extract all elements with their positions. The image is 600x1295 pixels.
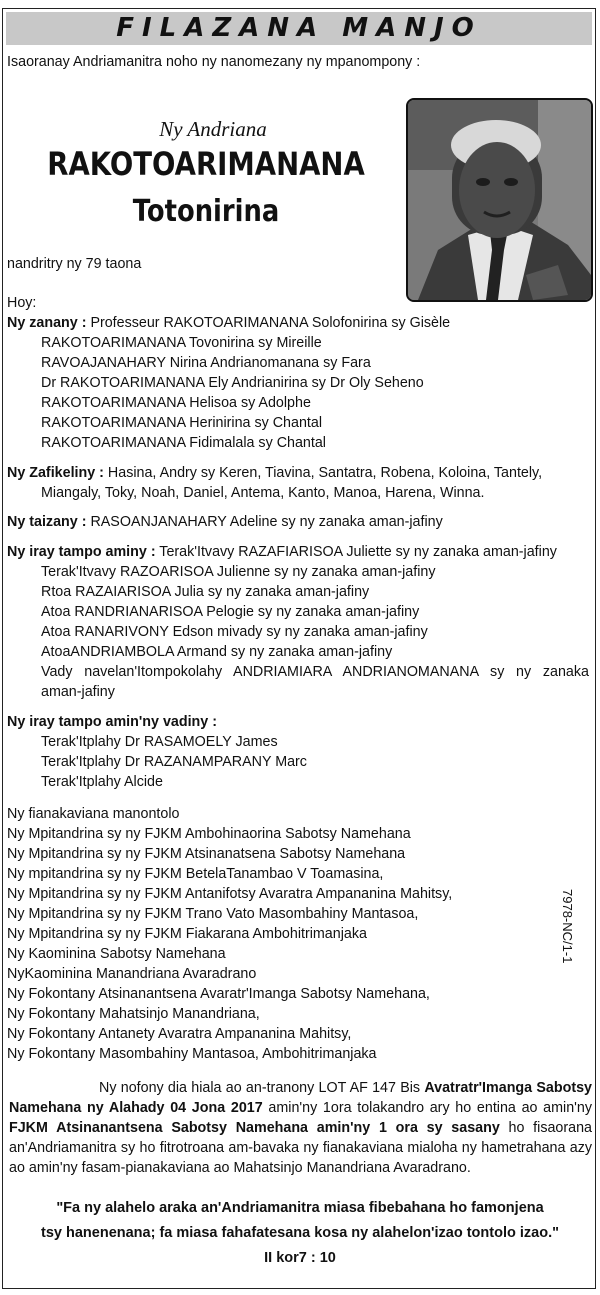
list-item: Ny Fokontany Masombahiny Mantasoa, Ambohitrimanjaka bbox=[7, 1046, 377, 1062]
list-item: Terak'Itplahy Dr RAZANAMPARANY Marc bbox=[41, 754, 307, 770]
list-item: RAVOAJANAHARY Nirina Andrianomanana sy Fara bbox=[41, 355, 371, 371]
announcement-paragraph bbox=[9, 1078, 592, 1178]
list-item: Dr RAKOTOARIMANANA Ely Andrianirina sy Dr Oly Seheno bbox=[41, 375, 424, 391]
hoy-label: Hoy: bbox=[7, 295, 37, 311]
intro-text: Isaoranay Andriamanitra noho ny nanomezany ny mpanompony : bbox=[7, 54, 421, 70]
announcement-bold-1: Avatratr'Imanga Sabotsy Namehana ny Alahady 04 Jona 2017 bbox=[9, 1080, 592, 1116]
list-item: RAKOTOARIMANANA Fidimalala sy Chantal bbox=[41, 435, 326, 451]
list-item: Atoa RANDRIANARISOA Pelogie sy ny zanaka aman-jafiny bbox=[41, 604, 420, 620]
list-item: Ny Fokontany Antanety Avaratra Ampananina Mahitsy, bbox=[7, 1026, 352, 1042]
list-item: Ny Fokontany Atsinanantsena Avaratr'Imanga Sabotsy Namehana, bbox=[7, 986, 430, 1002]
taizany-label: Ny taizany : bbox=[7, 514, 87, 530]
taizany-text: RASOANJANAHARY Adeline sy ny zanaka aman-jafiny bbox=[90, 514, 443, 530]
deceased-given-name: Totonirina bbox=[132, 194, 280, 229]
list-item: Ny Mpitandrina sy ny FJKM Atsinanatsena Sabotsy Namehana bbox=[7, 846, 406, 862]
list-item: Terak'Itplahy Dr RASAMOELY James bbox=[41, 734, 278, 750]
list-item: Ny Mpitandrina sy ny FJKM Trano Vato Masombahiny Mantasoa, bbox=[7, 906, 419, 922]
taizany-line bbox=[7, 512, 443, 532]
portrait-image bbox=[408, 100, 591, 300]
list-item: Ny Mpitandrina sy ny FJKM Ambohinaorina Sabotsy Namehana bbox=[7, 826, 411, 842]
list-item: RAKOTOARIMANANA Helisoa sy Adolphe bbox=[41, 395, 311, 411]
zanany-first-line bbox=[7, 313, 450, 333]
iray-tampo-label: Ny iray tampo aminy : bbox=[7, 544, 156, 560]
list-item: Terak'Itplahy Alcide bbox=[41, 774, 163, 790]
list-item: Ny fianakaviana manontolo bbox=[7, 806, 180, 822]
zafikeliny-line-2: Miangaly, Toky, Noah, Daniel, Antema, Kanto, Manoa, Harena, Winna. bbox=[41, 485, 485, 501]
list-item: RAKOTOARIMANANA Tovonirina sy Mireille bbox=[41, 335, 322, 351]
announcement-text-1: Ny nofony dia hiala ao an-tranony LOT AF 147 Bis bbox=[99, 1080, 425, 1096]
list-item: aman-jafiny bbox=[41, 684, 115, 700]
list-item: Ny Mpitandrina sy ny FJKM Antanifotsy Avaratra Ampananina Mahitsy, bbox=[7, 886, 453, 902]
announcement-text-3: ho fisaorana an'Andriamanitra sy ho fitrotroana am-bavaka ny fianakaviana mialoha ny hametrahana azy ao amin'ny fasam-pianakaviana ao Mahatsinjo Manandriana Avaradrano. bbox=[9, 1120, 592, 1176]
list-item: Ny mpitandrina sy ny FJKM BetelaTanambao V Toamasina, bbox=[7, 866, 384, 882]
list-item: Atoa RANARIVONY Edson mivady sy ny zanaka aman-jafiny bbox=[41, 624, 428, 640]
zafikeliny-label: Ny Zafikeliny : bbox=[7, 465, 104, 481]
zafikeliny-line-1 bbox=[7, 463, 542, 483]
list-item: Ny Kaominina Sabotsy Namehana bbox=[7, 946, 226, 962]
list-item: Ny Mpitandrina sy ny FJKM Fiakarana Ambohitrimanjaka bbox=[7, 926, 367, 942]
list-item: RAKOTOARIMANANA Herinirina sy Chantal bbox=[41, 415, 322, 431]
zanany-label: Ny zanany : bbox=[7, 315, 87, 331]
list-item: AtoaANDRIAMBOLA Armand sy ny zanaka aman-jafiny bbox=[41, 644, 393, 660]
zanany-first: Professeur RAKOTOARIMANANA Solofonirina sy Gisèle bbox=[90, 315, 451, 331]
portrait-photo bbox=[406, 98, 593, 302]
honorific: Ny Andriana bbox=[159, 117, 267, 141]
reference-stamp: 7978-NC/1-1 bbox=[560, 889, 575, 964]
list-item: Rtoa RAZAIARISOA Julia sy ny zanaka aman-jafiny bbox=[41, 584, 370, 600]
list-item: Ny Fokontany Mahatsinjo Manandriana, bbox=[7, 1006, 260, 1022]
announcement-text-2: amin'ny 1ora tolakandro ary ho entina ao amin'ny bbox=[262, 1100, 592, 1116]
iray-tampo-first: Terak'Itvavy RAZAFIARISOA Juliette sy ny zanaka aman-jafiny bbox=[159, 544, 557, 560]
obituary-notice bbox=[2, 8, 596, 1289]
header-title: FILAZANA MANJO bbox=[116, 13, 482, 43]
list-item: NyKaominina Manandriana Avaradrano bbox=[7, 966, 257, 982]
verse-line-2: tsy hanenenana; fa miasa fahafatesana kosa ny alahelon'izao tontolo izao." bbox=[41, 1225, 559, 1241]
iray-tampo-vady-label: Ny iray tampo amin'ny vadiny : bbox=[7, 714, 217, 730]
list-item: Vady navelan'Itompokolahy ANDRIAMIARA ANDRIANOMANANA sy ny zanaka bbox=[41, 664, 589, 680]
verse-reference: II kor7 : 10 bbox=[264, 1250, 336, 1266]
iray-tampo-first-line bbox=[7, 542, 557, 562]
header-banner bbox=[6, 12, 592, 45]
age-line: nandritry ny 79 taona bbox=[7, 256, 142, 272]
list-item: Terak'Itvavy RAZOARISOA Julienne sy ny zanaka aman-jafiny bbox=[41, 564, 436, 580]
deceased-surname: RAKOTOARIMANANA bbox=[47, 145, 365, 183]
announcement-bold-2: FJKM Atsinanantsena Sabotsy Namehana amin'ny 1 ora sy sasany bbox=[9, 1120, 500, 1136]
verse-line-1: "Fa ny alahelo araka an'Andriamanitra miasa fibebahana ho famonjena bbox=[56, 1200, 544, 1216]
zafikeliny-names-1: Hasina, Andry sy Keren, Tiavina, Santatra, Robena, Koloina, Tantely, bbox=[107, 465, 543, 481]
